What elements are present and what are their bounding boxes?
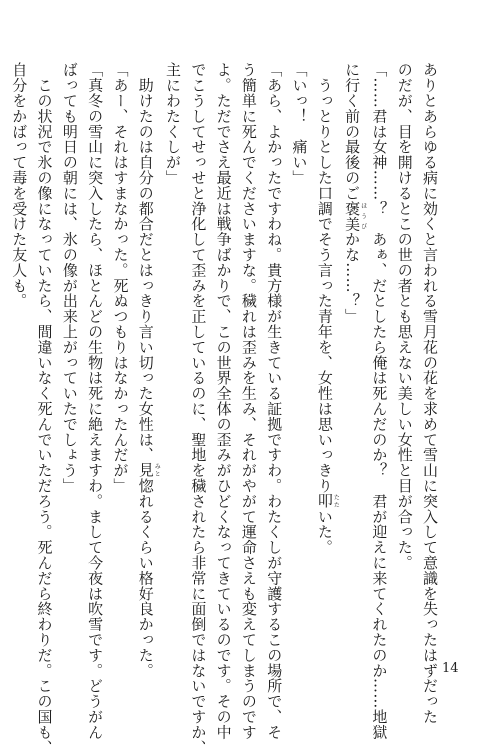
- text-line-12: 助けたのは自分の都合だとはっきり言い切った女性は、見みと惚れるくらい格好良かった。: [136, 62, 161, 679]
- text-line-10: でこうしてせっせと浄化して歪みを正しているのに、聖地を穢されたら非常に面倒ではないですか、: [189, 62, 208, 755]
- text-line-8: う簡単に死んでくださいますな。穢れは歪みを生み、それがやがて運命さえも変えてしまうのです: [239, 62, 258, 740]
- text-line-3: 「……君は女神……？ あぁ、だとしたら俺は死んだのか？ 君が迎えに来てくれたのか……地獄: [370, 62, 389, 740]
- text-line-6: 「いっ！ 痛い」: [290, 62, 309, 186]
- text-line-14: 「真冬の雪山に突入したら、ほとんどの生物は死に絶えますわ。まして今夜は吹雪です。どうがん: [86, 62, 105, 740]
- ruby-text-hoobi: ほうび: [359, 200, 367, 232]
- ruby-text-mitoreru: みと: [153, 462, 161, 478]
- text-line-9: よ。ただでさえ最近は戦争ばかりで、この世界全体の歪みがひどくなってきているのです。その中: [214, 62, 233, 740]
- ruby-text-tataita: たた: [332, 493, 340, 509]
- text-line-15: ばっても明日の朝には、氷の像が出来上がっていたでしょう」: [60, 62, 79, 494]
- text-line-1: ありとあらゆる病に効くと言われる雪月花の花を求めて雪山に突入して意識を失ったはずだった: [421, 62, 439, 725]
- ruby-hoobi: 褒美ほうび: [343, 200, 367, 232]
- page-number: 14: [442, 661, 459, 676]
- ruby-mitoreru: 見みと: [136, 462, 161, 478]
- text-line-5: うっとりとした口調でそう言った青年を、女性は思いっきり叩たたいた。: [315, 62, 340, 555]
- vertical-text-body: [10, 62, 442, 755]
- text-line-4: に行く前の最後のご褒美ほうびかな……？」: [343, 62, 367, 324]
- text-line-11: 主にわたくしが」: [164, 62, 183, 186]
- ruby-tataita: 叩たた: [315, 493, 340, 509]
- text-line-17: 自分をかばって毒を受けた友人も。: [10, 62, 29, 309]
- text-line-7: 「あら、よかったですわね。貴方様が生きている証拠ですわ。わたくしが守護するこの場所で、そ: [265, 62, 284, 740]
- text-line-2: のだが、目を開けるとこの世の者とも思えない美しい女性と目が合った。: [395, 62, 414, 571]
- text-line-13: 「あー、それはすまなかった。死ぬつもりはなかったんだが」: [111, 62, 130, 494]
- text-line-16: この状況で氷の像になっていたら、間違いなく死んでいただろう。死んだら終わりだ。この国も、: [35, 62, 54, 755]
